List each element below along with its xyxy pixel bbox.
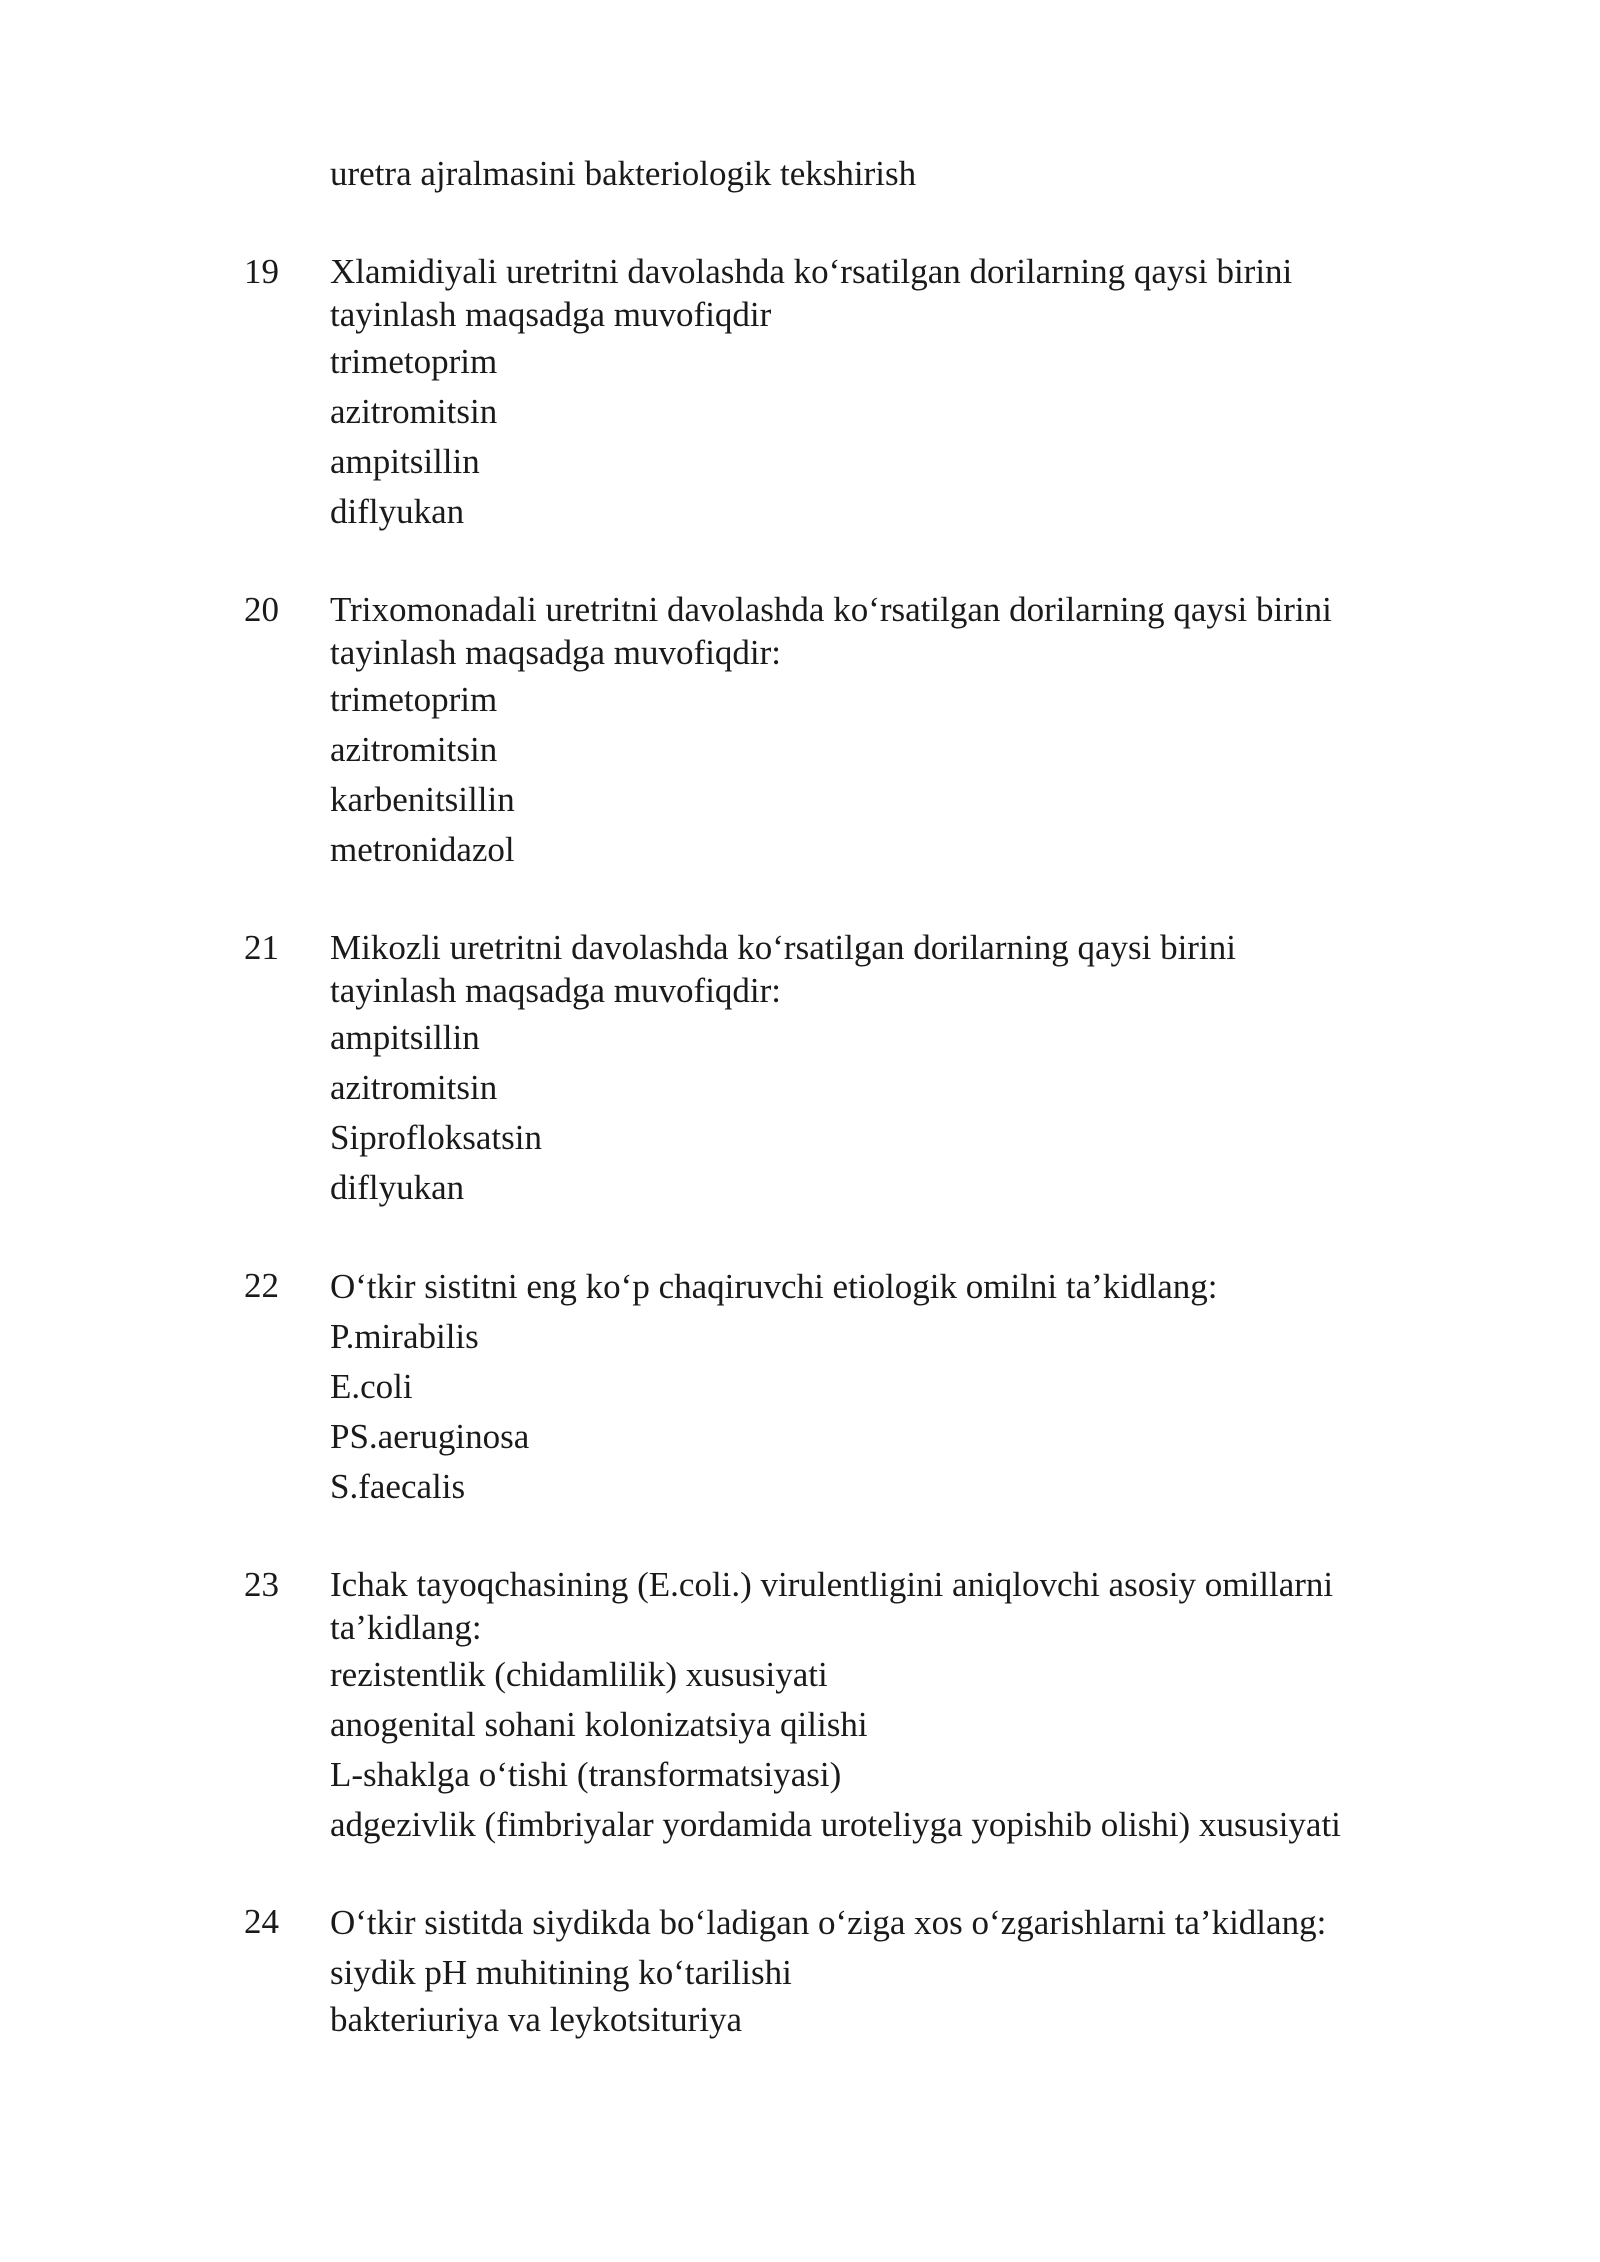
answer-option: azitromitsin: [330, 392, 498, 431]
answer-option: ampitsillin: [330, 442, 480, 481]
answer-option: metronidazol: [330, 830, 515, 869]
question-number: 21: [244, 928, 279, 967]
intro-line: uretra ajralmasini bakteriologik tekshirish: [330, 154, 917, 193]
question-text: Xlamidiyali uretritni davolashda ko‘rsatilgan dorilarning qaysi birini: [330, 252, 1293, 291]
answer-option: S.faecalis: [330, 1467, 466, 1506]
answer-option: Siprofloksatsin: [330, 1118, 542, 1157]
answer-option: ampitsillin: [330, 1018, 480, 1057]
answer-option: adgezivlik (fimbriyalar yordamida uroteliyga yopishib olishi) xususiyati: [330, 1805, 1341, 1844]
answer-option: L-shaklga o‘tishi (transformatsiyasi): [330, 1755, 842, 1794]
question-text: tayinlash maqsadga muvofiqdir:: [330, 971, 782, 1010]
answer-option: PS.aeruginosa: [330, 1417, 530, 1456]
answer-option: E.coli: [330, 1367, 413, 1406]
answer-option: anogenital sohani kolonizatsiya qilishi: [330, 1705, 868, 1744]
question-number: 24: [244, 1902, 279, 1941]
answer-option: diflyukan: [330, 492, 465, 531]
question-number: 23: [244, 1565, 279, 1604]
question-text: Ichak tayoqchasining (E.coli.) virulentligini aniqlovchi asosiy omillarni: [330, 1565, 1334, 1604]
answer-option: azitromitsin: [330, 1068, 498, 1107]
answer-option: diflyukan: [330, 1168, 465, 1207]
question-text: ta’kidlang:: [330, 1608, 482, 1647]
question-text: Mikozli uretritni davolashda ko‘rsatilgan dorilarning qaysi birini: [330, 928, 1236, 967]
question-number: 22: [244, 1266, 279, 1305]
answer-option: P.mirabilis: [330, 1317, 479, 1356]
answer-option: azitromitsin: [330, 730, 498, 769]
answer-option: karbenitsillin: [330, 780, 515, 819]
answer-option: bakteriuriya va leykotsituriya: [330, 2000, 743, 2039]
question-text: tayinlash maqsadga muvofiqdir:: [330, 633, 782, 672]
question-text: O‘tkir sistitni eng ko‘p chaqiruvchi etiologik omilni ta’kidlang:: [330, 1267, 1218, 1306]
question-text: Trixomonadali uretritni davolashda ko‘rsatilgan dorilarning qaysi birini: [330, 590, 1332, 629]
question-text: tayinlash maqsadga muvofiqdir: [330, 295, 772, 334]
answer-option: trimetoprim: [330, 680, 498, 719]
answer-option: siydik pH muhitining ko‘tarilishi: [330, 1953, 792, 1992]
answer-option: trimetoprim: [330, 342, 498, 381]
question-number: 19: [244, 252, 279, 291]
question-text: O‘tkir sistitda siydikda bo‘ladigan o‘ziga xos o‘zgarishlarni ta’kidlang:: [330, 1903, 1327, 1942]
answer-option: rezistentlik (chidamlilik) xususiyati: [330, 1655, 828, 1694]
question-number: 20: [244, 590, 279, 629]
